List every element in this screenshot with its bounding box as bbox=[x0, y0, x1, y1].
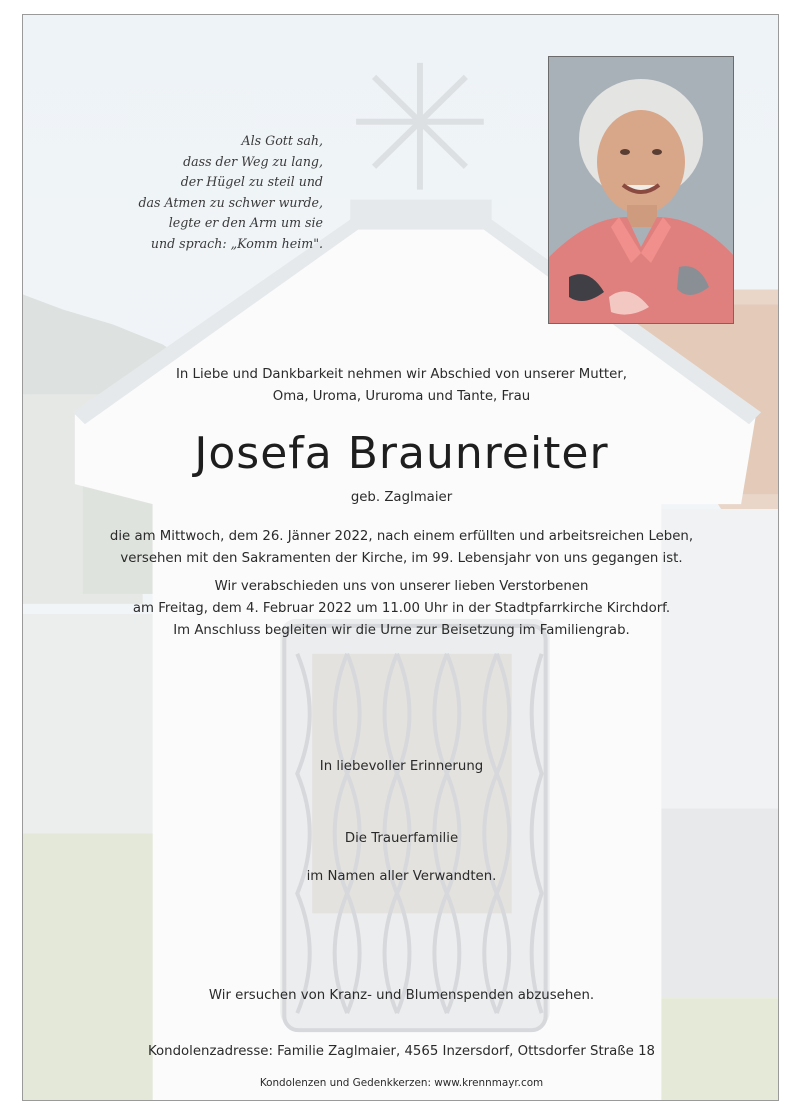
portrait-photo bbox=[548, 56, 734, 324]
maiden-name: geb. Zaglmaier bbox=[350, 490, 453, 505]
deceased-block bbox=[23, 429, 779, 509]
poem-line: und sprach: „Komm heim". bbox=[150, 235, 323, 251]
footer-website: Kondolenzen und Gedenkkerzen: www.krennmayr.com bbox=[259, 1077, 544, 1089]
poem-line: Als Gott sah, bbox=[241, 133, 323, 148]
parte-card bbox=[22, 14, 779, 1101]
funeral-line: Im Anschluss begleiten wir die Urne zur Beisetzung im Familiengrab. bbox=[173, 623, 630, 638]
intro-text bbox=[23, 364, 779, 408]
remembrance: In liebevoller Erinnerung bbox=[319, 759, 484, 774]
poem-line: legte er den Arm um sie bbox=[168, 215, 323, 230]
relatives-signature: im Namen aller Verwandten. bbox=[306, 869, 497, 884]
death-line: versehen mit den Sakramenten der Kirche, im 99. Lebensjahr von uns gegangen ist. bbox=[120, 551, 683, 566]
death-line: die am Mittwoch, dem 26. Jänner 2022, nach einem erfüllten und arbeitsreichen Leben, bbox=[109, 529, 694, 544]
poem-line: der Hügel zu steil und bbox=[180, 174, 323, 189]
deceased-name: Josefa Braunreiter bbox=[194, 428, 609, 479]
flower-request: Wir ersuchen von Kranz- und Blumenspenden abzusehen. bbox=[208, 988, 595, 1003]
condolence-address: Kondolenzadresse: Familie Zaglmaier, 4565 Inzersdorf, Ottsdorfer Straße 18 bbox=[147, 1044, 655, 1059]
poem bbox=[83, 131, 323, 254]
funeral-details bbox=[23, 576, 779, 642]
family-signature: Die Trauerfamilie bbox=[344, 831, 459, 846]
poem-line: das Atmen zu schwer wurde, bbox=[138, 194, 323, 210]
funeral-line: Wir verabschieden uns von unserer lieben Verstorbenen bbox=[214, 579, 589, 594]
intro-line: Oma, Uroma, Ururoma und Tante, Frau bbox=[272, 389, 531, 404]
funeral-line: am Freitag, dem 4. Februar 2022 um 11.00 Uhr in der Stadtpfarrkirche Kirchdorf. bbox=[132, 601, 671, 616]
intro-line: In Liebe und Dankbarkeit nehmen wir Abschied von unserer Mutter, bbox=[175, 367, 628, 382]
poem-line: dass der Weg zu lang, bbox=[183, 153, 323, 169]
death-notice bbox=[23, 526, 779, 570]
